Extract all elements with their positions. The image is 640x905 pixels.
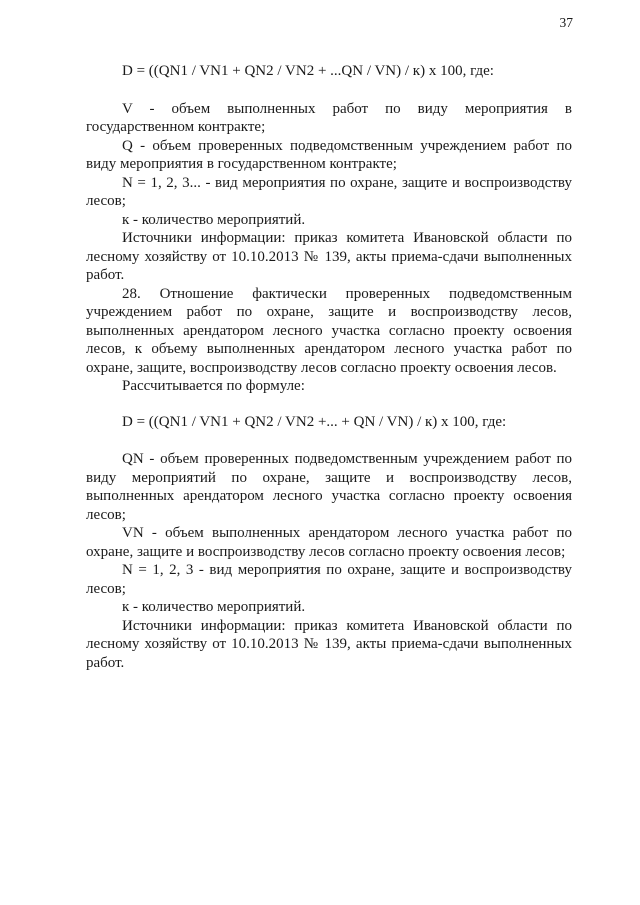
formula-1: D = ((QN1 / VN1 + QN2 / VN2 + ...QN / VN) / к) х 100, где: xyxy=(122,63,494,79)
definition-n-2: N = 1, 2, 3 - вид мероприятия по охране, защите и воспроизводству лесов; xyxy=(86,562,572,597)
formula-2: D = ((QN1 / VN1 + QN2 / VN2 +... + QN / VN) / к) х 100, где: xyxy=(122,413,507,430)
definition-k-2: к - количество мероприятий. xyxy=(122,599,306,615)
definition-v: V - объем выполненных работ по виду мероприятия в государственном контракте; xyxy=(86,100,572,135)
definition-q: Q - объем проверенных подведомственным учреждением работ по виду мероприятия в государственном контракте; xyxy=(86,137,572,172)
definition-k: к - количество мероприятий. xyxy=(122,211,306,228)
item-28-text: 28. Отношение фактически проверенных подведомственным учреждением работ по охране, защите и воспроизводству лесов, выполненных арендатором лесного участка согласно проекту освоения лесов, к объему выполненных арендатором лесного участка работ по охране, защите, воспроизводству лесов согласно проекту освоения лесов. xyxy=(86,285,572,376)
definition-qn: QN - объем проверенных подведомственным учреждением работ по виду мероприятий по охране, защите и воспроизводству лесов, выполненных арендатором лесного участка согласно проекту освоения лесов; xyxy=(86,451,572,523)
sources-2: Источники информации: приказ комитета Ивановской области по лесному хозяйству от 10.10.2013 № 139, акты приема-сдачи выполненных работ. xyxy=(86,617,572,671)
definition-n: N = 1, 2, 3... - вид мероприятия по охране, защите и воспроизводству лесов; xyxy=(86,174,572,209)
calc-intro: Рассчитывается по формуле: xyxy=(122,378,305,394)
page-number: 37 xyxy=(559,15,573,30)
sources-1: Источники информации: приказ комитета Ивановской области по лесному хозяйству от 10.10.2013 № 139, акты приема-сдачи выполненных работ. xyxy=(86,230,572,283)
definition-vn: VN - объем выполненных арендатором лесного участка работ по охране, защите и воспроизводству лесов согласно проекту освоения лесов; xyxy=(86,525,572,560)
document-body xyxy=(86,62,572,672)
